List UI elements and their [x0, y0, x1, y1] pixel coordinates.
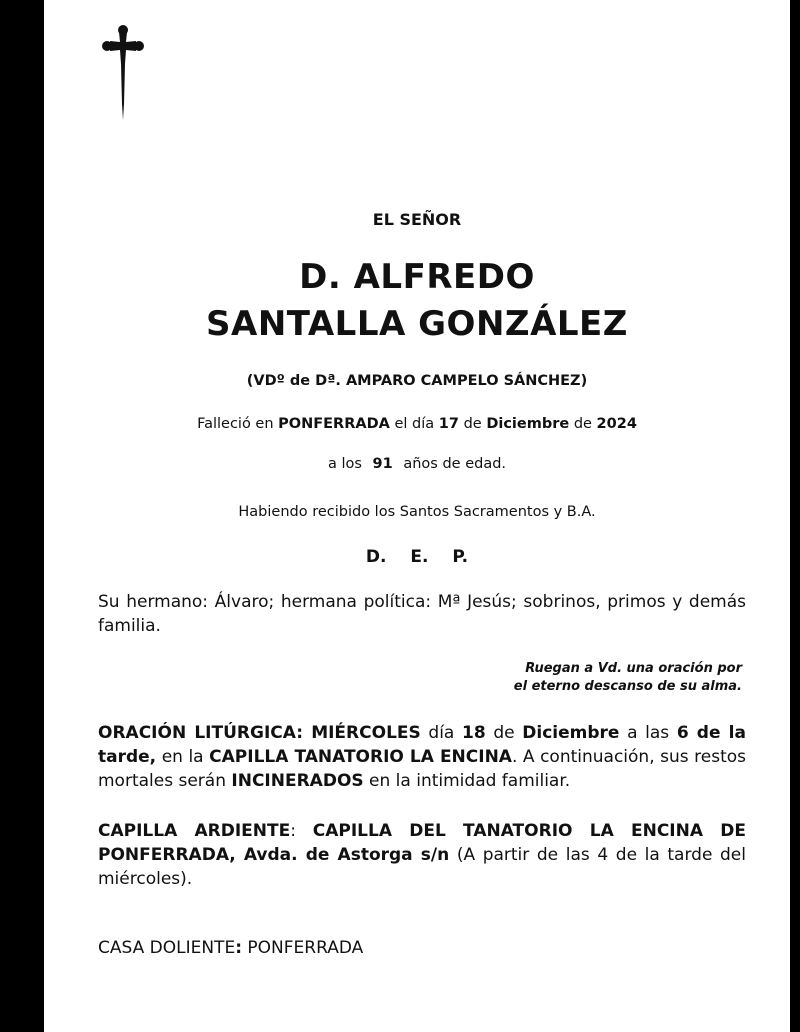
cross-of-santiago-icon [100, 24, 146, 126]
death-de1: de [463, 416, 482, 432]
age-line [44, 456, 790, 472]
death-month: Diciembre [486, 416, 570, 432]
house-label: CASA DOLIENTE [98, 938, 236, 958]
death-prefix: Falleció en [197, 416, 274, 432]
death-notice [44, 416, 790, 432]
house-place: PONFERRADA [247, 938, 364, 958]
mourning-house [98, 938, 363, 958]
obituary-card [44, 0, 790, 1032]
prayer-line1: Ruegan a Vd. una oración por [525, 661, 742, 676]
death-de2: de [573, 416, 592, 432]
ceremony-text-6: en la intimidad familiar. [369, 771, 571, 791]
death-day: 17 [438, 416, 459, 432]
chapel-label: CAPILLA ARDIENTE [98, 821, 291, 841]
chapel-colon: : [290, 821, 296, 841]
ceremony-place: CAPILLA TANATORIO LA ENCINA [209, 747, 512, 767]
ceremony-text-3: a las [627, 723, 670, 743]
death-place: PONFERRADA [278, 416, 390, 432]
dep-heading: D. E. P. [365, 547, 469, 567]
ceremony-paragraph [98, 721, 746, 793]
deceased-name-line2: SANTALLA GONZÁLEZ [206, 304, 628, 344]
chapel-paragraph [98, 819, 746, 891]
ceremony-action: INCINERADOS [231, 771, 364, 791]
ceremony-text-4: en la [161, 747, 204, 767]
age-value: 91 [372, 456, 393, 472]
ceremony-text-2: de [493, 723, 515, 743]
deceased-name-line1: D. ALFREDO [299, 257, 535, 297]
ceremony-month: Diciembre [522, 723, 620, 743]
ceremony-text-5: . A continuación, sus restos mortales serán [98, 747, 747, 791]
chapel-place: CAPILLA DEL TANATORIO LA ENCINA DE PONFERRADA, Avda. de Astorga s/n [98, 821, 747, 865]
family-paragraph: Su hermano: Álvaro; hermana política: Mª Jesús; sobrinos, primos y demás familia. [98, 592, 746, 636]
house-colon: : [235, 938, 242, 958]
ceremony-text-1: día [428, 723, 455, 743]
ceremony-label: ORACIÓN LITÚRGICA: MIÉRCOLES [98, 723, 421, 743]
sacraments-line: Habiendo recibido los Santos Sacramentos y B.A. [238, 504, 596, 520]
age-prefix: a los [327, 456, 362, 472]
death-day-label: el día [394, 416, 435, 432]
ceremony-day: 18 [462, 723, 486, 743]
widower-of: (VDº de Dª. AMPARO CAMPELO SÁNCHEZ) [246, 373, 588, 389]
intro-title: EL SEÑOR [372, 210, 462, 229]
prayer-line2: el eterno descanso de su alma. [513, 679, 742, 694]
chapel-note: (A partir de las 4 de la tarde del miércoles). [98, 845, 746, 889]
death-year: 2024 [596, 416, 637, 432]
age-suffix: años de edad. [403, 456, 507, 472]
ceremony-time: 6 de la tarde, [98, 723, 746, 767]
prayer-request [444, 660, 742, 696]
